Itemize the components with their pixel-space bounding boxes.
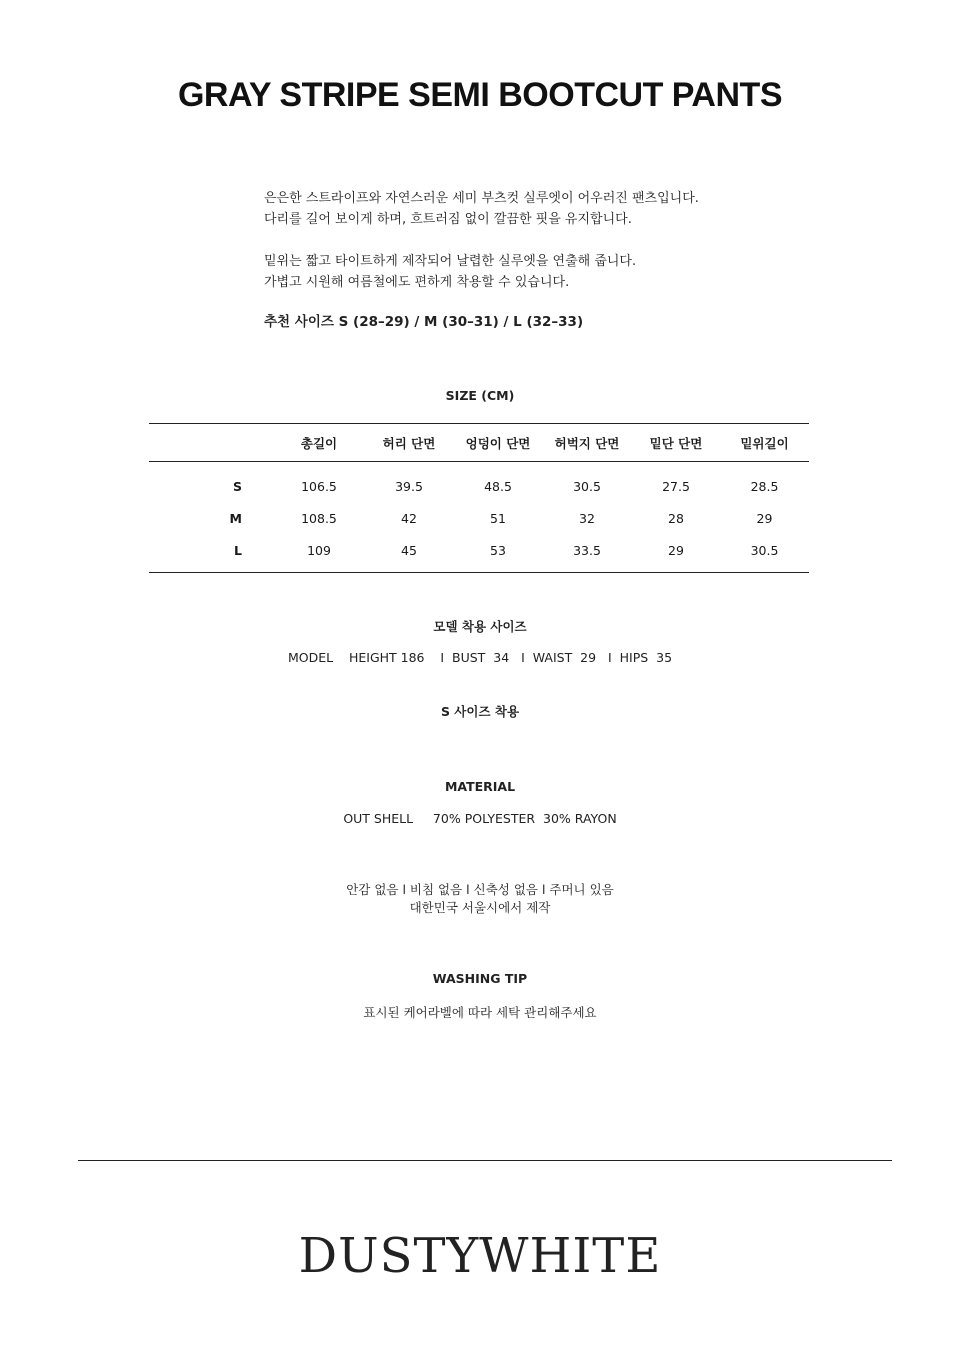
material-label: MATERIAL [444, 779, 516, 794]
table-cell: 29 [756, 510, 773, 526]
table-cell: 29 [632, 534, 720, 573]
table-cell: 48.5 [484, 478, 512, 494]
description-line: 가볍고 시원해 여름철에도 편하게 착용할 수 있습니다. [264, 275, 570, 290]
table-cell: 30.5 [573, 478, 601, 494]
table-cell: 33.5 [542, 534, 632, 573]
table-cell: 30.5 [720, 534, 809, 573]
description-line: 은은한 스트라이프와 자연스러운 세미 부츠컷 실루엣이 어우러진 팬츠입니다. [264, 191, 699, 206]
size-table-label: SIZE (CM) [445, 388, 515, 403]
washing-label: WASHING TIP [432, 971, 528, 986]
table-cell: 32 [579, 510, 595, 526]
header-cell [149, 424, 274, 462]
brand-logo: DUSTYWHITE [298, 1228, 662, 1284]
header-cell: 총길이 [274, 424, 364, 462]
table-row [149, 534, 809, 573]
table-cell: 53 [454, 534, 542, 573]
header-cell: 허벅지 단면 [542, 424, 632, 462]
table-cell: 51 [490, 510, 506, 526]
material-info: OUT SHELL 70% POLYESTER 30% RAYON [343, 811, 617, 826]
product-description [264, 188, 824, 333]
features-line: 안감 없음 l 비침 없음 l 신축성 없음 l 주머니 있음 [346, 882, 614, 897]
description-line: 다리를 길어 보이게 하며, 흐트러짐 없이 깔끔한 핏을 유지합니다. [264, 212, 632, 227]
model-info: MODEL HEIGHT 186 I BUST 34 I WAIST 29 I HIPS 35 [287, 650, 673, 665]
header-cell: 밑단 단면 [632, 424, 720, 462]
origin-line: 대한민국 서울시에서 제작 [409, 900, 551, 915]
table-cell: 45 [364, 534, 454, 573]
washing-info: 표시된 케어라벨에 따라 세탁 관리해주세요 [363, 1005, 597, 1020]
description-line: 밑위는 짧고 타이트하게 제작되어 날렵한 실루엣을 연출해 줍니다. [264, 254, 637, 269]
table-cell: 27.5 [662, 478, 690, 494]
table-row [149, 502, 809, 534]
header-cell: 밑위길이 [720, 424, 809, 462]
product-title: GRAY STRIPE SEMI BOOTCUT PANTS [177, 76, 782, 114]
table-cell: 28.5 [750, 478, 779, 494]
table-row [149, 462, 809, 503]
table-cell: 108.5 [301, 510, 337, 526]
footer-divider [78, 1160, 892, 1161]
size-table [149, 423, 809, 573]
model-worn-size: S 사이즈 착용 [440, 704, 520, 719]
table-cell: 109 [274, 534, 364, 573]
size-label: M [229, 510, 242, 526]
recommended-size: 추천 사이즈 S (28–29) / M (30–31) / L (32–33) [264, 314, 584, 330]
table-cell: 106.5 [301, 478, 337, 494]
model-size-label: 모델 착용 사이즈 [433, 619, 527, 634]
size-label: L [149, 534, 274, 573]
table-cell: 28 [668, 510, 684, 526]
table-cell: 42 [401, 510, 417, 526]
size-table-header [149, 424, 809, 462]
header-cell: 엉덩이 단면 [454, 424, 542, 462]
table-cell: 39.5 [395, 478, 423, 494]
header-cell: 허리 단면 [364, 424, 454, 462]
size-label: S [232, 478, 242, 494]
